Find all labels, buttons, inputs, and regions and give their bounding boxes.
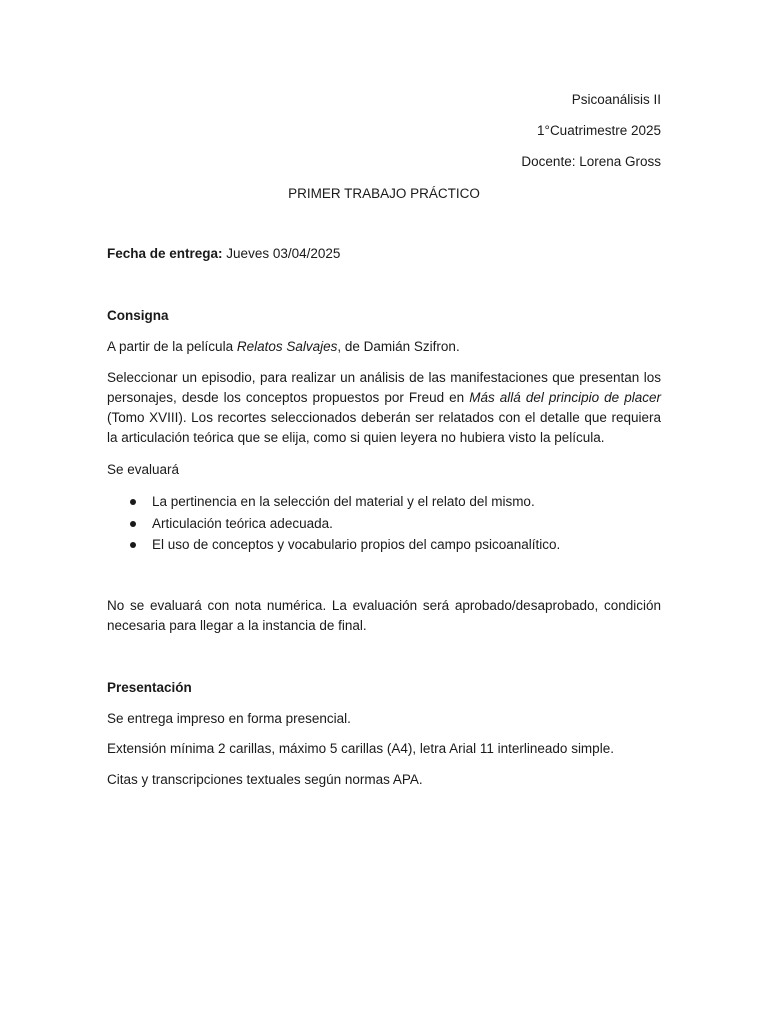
criteria-text: Articulación teórica adecuada. bbox=[152, 515, 333, 531]
presentacion-line: Citas y transcripciones textuales según normas APA. bbox=[107, 772, 423, 787]
criteria-list bbox=[107, 491, 667, 556]
consigna-intro bbox=[107, 337, 661, 357]
paragraph-part2: (Tomo XVIII). Los recortes seleccionados deberán ser relatados con el detalle que requiera la articulación teórica que se elija, como si quien leyera no hubiera visto la película. bbox=[107, 410, 661, 445]
term: 1°Cuatrimestre 2025 bbox=[537, 123, 661, 138]
paragraph-part1: Seleccionar un episodio, para realizar un análisis de las manifestaciones que presentan los personajes, desde los conceptos propuestos por Freud en bbox=[107, 370, 661, 405]
grading-note: No se evaluará con nota numérica. La evaluación será aprobado/desaprobado, condición necesaria para llegar a la instancia de final. bbox=[107, 598, 661, 633]
due-date bbox=[107, 244, 661, 264]
due-date-value: Jueves 03/04/2025 bbox=[222, 246, 341, 261]
bullet-icon bbox=[130, 521, 136, 527]
criteria-text: El uso de conceptos y vocabulario propios del campo psicoanalítico. bbox=[152, 537, 561, 552]
criteria-text: La pertinencia en la selección del material y el relato del mismo. bbox=[152, 494, 535, 509]
presentacion-line: Extensión mínima 2 carillas, máximo 5 carillas (A4), letra Arial 11 interlineado simple. bbox=[107, 741, 614, 756]
presentacion-heading bbox=[107, 678, 661, 698]
intro-suffix: , de Damián Szifron. bbox=[337, 339, 460, 354]
consigna-paragraph bbox=[107, 368, 661, 448]
list-item bbox=[107, 513, 667, 535]
presentacion-line: Se entrega impreso en forma presencial. bbox=[107, 711, 351, 726]
consigna-heading-text: Consigna bbox=[107, 308, 169, 323]
intro-prefix: A partir de la película bbox=[107, 339, 237, 354]
course-name: Psicoanálisis II bbox=[571, 92, 661, 107]
film-title: Relatos Salvajes bbox=[236, 339, 338, 354]
bullet-icon bbox=[130, 542, 136, 548]
bullet-icon bbox=[130, 499, 136, 505]
presentacion-heading-text: Presentación bbox=[107, 680, 192, 695]
list-item bbox=[107, 534, 667, 556]
page-title: PRIMER TRABAJO PRÁCTICO bbox=[288, 186, 480, 201]
list-item bbox=[107, 491, 667, 513]
due-date-label: Fecha de entrega: bbox=[107, 246, 223, 261]
book-title: Más allá del principio de placer bbox=[469, 390, 661, 405]
teacher: Docente: Lorena Gross bbox=[521, 154, 661, 169]
consigna-heading bbox=[107, 306, 661, 326]
evaluation-label: Se evaluará bbox=[107, 462, 180, 477]
